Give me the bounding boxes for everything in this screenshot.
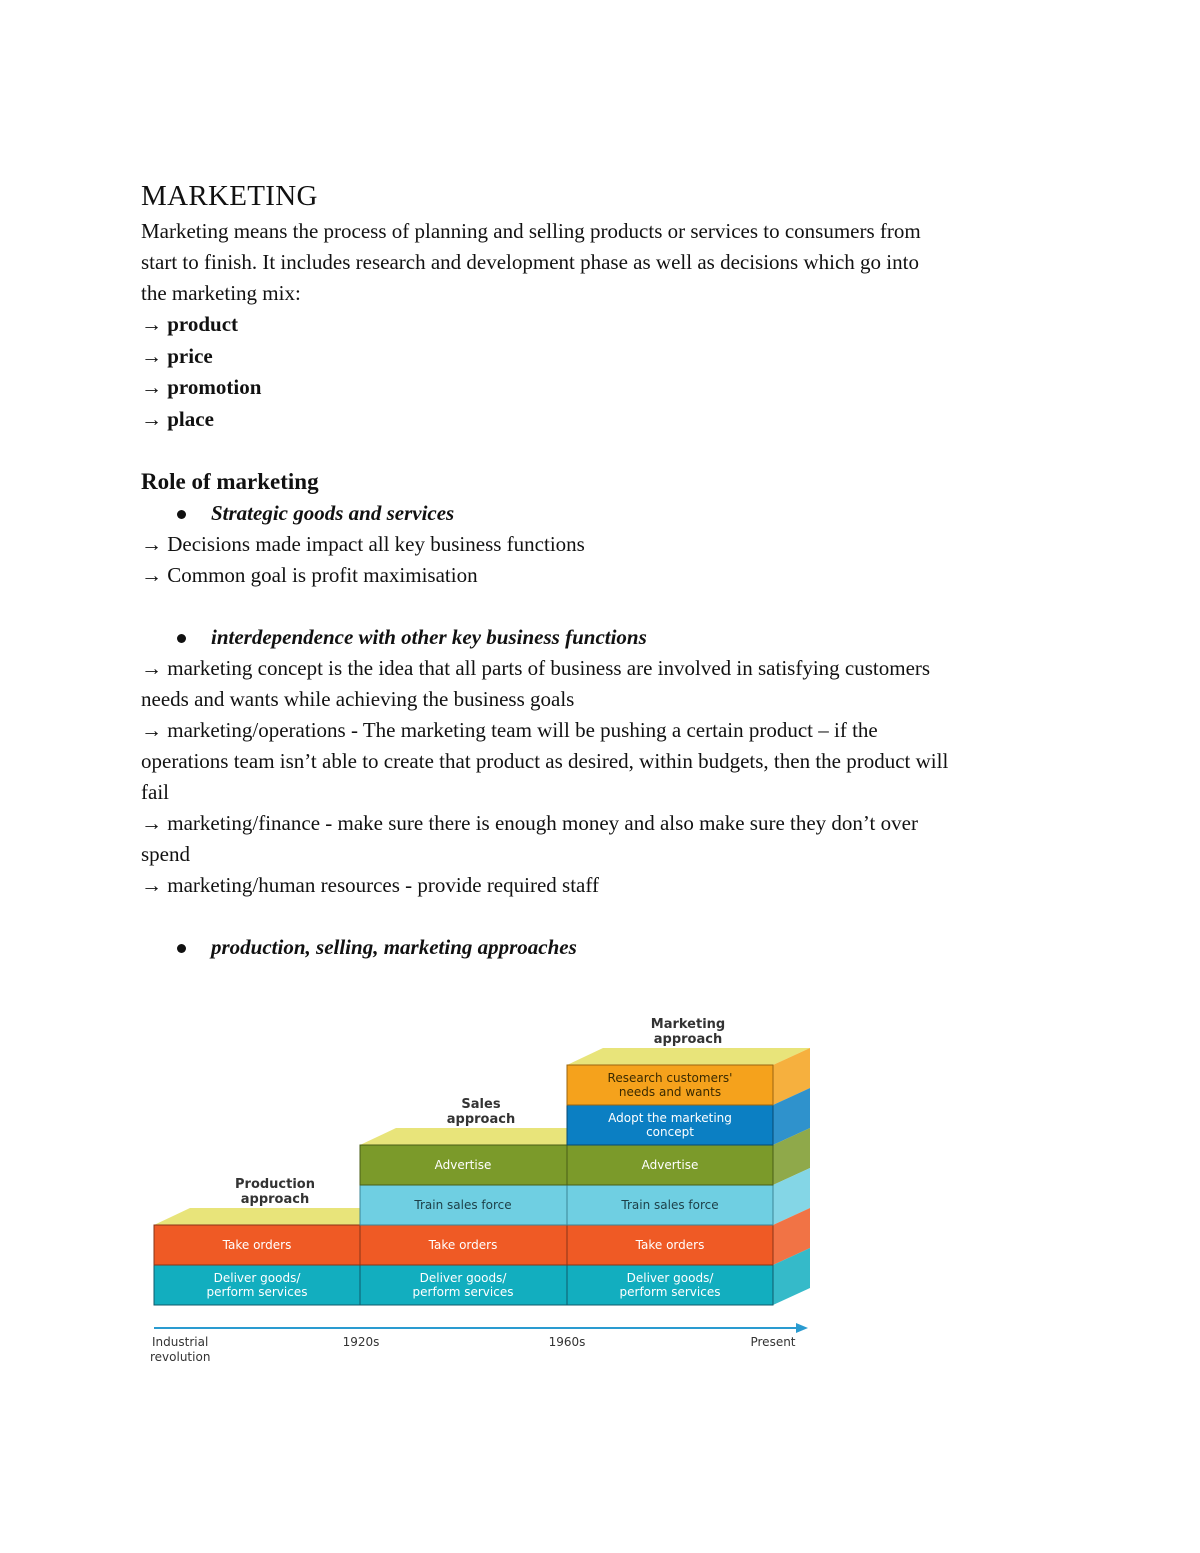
label-marketing-2: approach (653, 1032, 723, 1047)
text-research-1: Research customers' (607, 1071, 733, 1085)
text-adopt-2: concept (646, 1125, 694, 1139)
label-production-2: approach (240, 1192, 310, 1207)
bullet-dot-icon (177, 944, 186, 953)
mix-item-price: → price (141, 343, 213, 368)
text-deliver-sales-1: Deliver goods/ (419, 1271, 507, 1285)
spacer (141, 435, 1061, 466)
bullet-interdependence (141, 622, 1061, 653)
bullet-strategic (141, 498, 1061, 529)
text-train-sales: Train sales force (414, 1198, 512, 1212)
label-marketing-1: Marketing (650, 1017, 726, 1032)
mix-item-promotion: → promotion (141, 375, 262, 399)
spacer (141, 591, 1061, 622)
section-heading: Role of marketing (141, 469, 319, 494)
text-orders-production: Take orders (222, 1238, 292, 1252)
bullet-dot-icon (177, 634, 186, 643)
timeline-1920s: 1920s (342, 1335, 380, 1349)
top-face-production (154, 1208, 360, 1225)
bullet-text: Strategic goods and services (211, 501, 455, 525)
timeline-start-2: revolution (150, 1350, 211, 1364)
mix-item-place: → place (141, 406, 214, 431)
text-line: → Common goal is profit maximisation (141, 563, 478, 587)
bullet-text: production, selling, marketing approaches (211, 935, 577, 959)
text-advertise-sales: Advertise (434, 1158, 492, 1172)
intro-line-2: start to finish. It includes research and development phase as well as decisions which go into (141, 250, 919, 274)
timeline-start-1: Industrial (152, 1335, 209, 1349)
text-advertise-marketing: Advertise (641, 1158, 699, 1172)
text-orders-sales: Take orders (428, 1238, 498, 1252)
bullet-text: interdependence with other key business functions (211, 625, 647, 649)
text-line: operations team isn’t able to create that product as desired, within budgets, then the product will (141, 749, 949, 773)
timeline-arrow-icon (796, 1323, 808, 1333)
spacer (141, 901, 1061, 932)
top-face-sales (360, 1128, 567, 1145)
text-research-2: needs and wants (618, 1085, 722, 1099)
mix-item-product: → product (141, 312, 239, 336)
label-sales-1: Sales (461, 1097, 501, 1112)
text-line: spend (141, 842, 190, 866)
text-line: → marketing/operations - The marketing team will be pushing a certain product – if the (141, 718, 878, 742)
text-line: → Decisions made impact all key business functions (141, 532, 585, 556)
text-line: fail (141, 780, 169, 804)
text-line: → marketing/human resources - provide required staff (141, 873, 599, 897)
timeline-1960s: 1960s (548, 1335, 586, 1349)
diagram-svg (140, 1010, 820, 1370)
text-deliver-production-1: Deliver goods/ (213, 1271, 301, 1285)
label-sales-2: approach (446, 1112, 516, 1127)
text-adopt-1: Adopt the marketing (608, 1111, 732, 1125)
text-deliver-sales-2: perform services (412, 1285, 514, 1299)
text-line: → marketing/finance - make sure there is enough money and also make sure they don’t over (141, 811, 918, 835)
text-deliver-marketing-2: perform services (619, 1285, 721, 1299)
bullet-approaches (141, 932, 1061, 963)
intro-line-1: Marketing means the process of planning and selling products or services to consumers from (141, 219, 921, 243)
bullet-dot-icon (177, 510, 186, 519)
page-title: MARKETING (141, 180, 318, 212)
text-deliver-marketing-1: Deliver goods/ (626, 1271, 714, 1285)
intro-line-3: the marketing mix: (141, 281, 301, 305)
document-body (141, 176, 1061, 963)
text-orders-marketing: Take orders (635, 1238, 705, 1252)
approaches-staircase-diagram (140, 1010, 820, 1370)
text-line: needs and wants while achieving the business goals (141, 687, 575, 711)
label-production-1: Production (235, 1177, 315, 1192)
text-line: → marketing concept is the idea that all parts of business are involved in satisfying customers (141, 656, 931, 680)
top-face-marketing (567, 1048, 810, 1065)
timeline-present: Present (750, 1335, 796, 1349)
text-train-marketing: Train sales force (621, 1198, 719, 1212)
text-deliver-production-2: perform services (206, 1285, 308, 1299)
